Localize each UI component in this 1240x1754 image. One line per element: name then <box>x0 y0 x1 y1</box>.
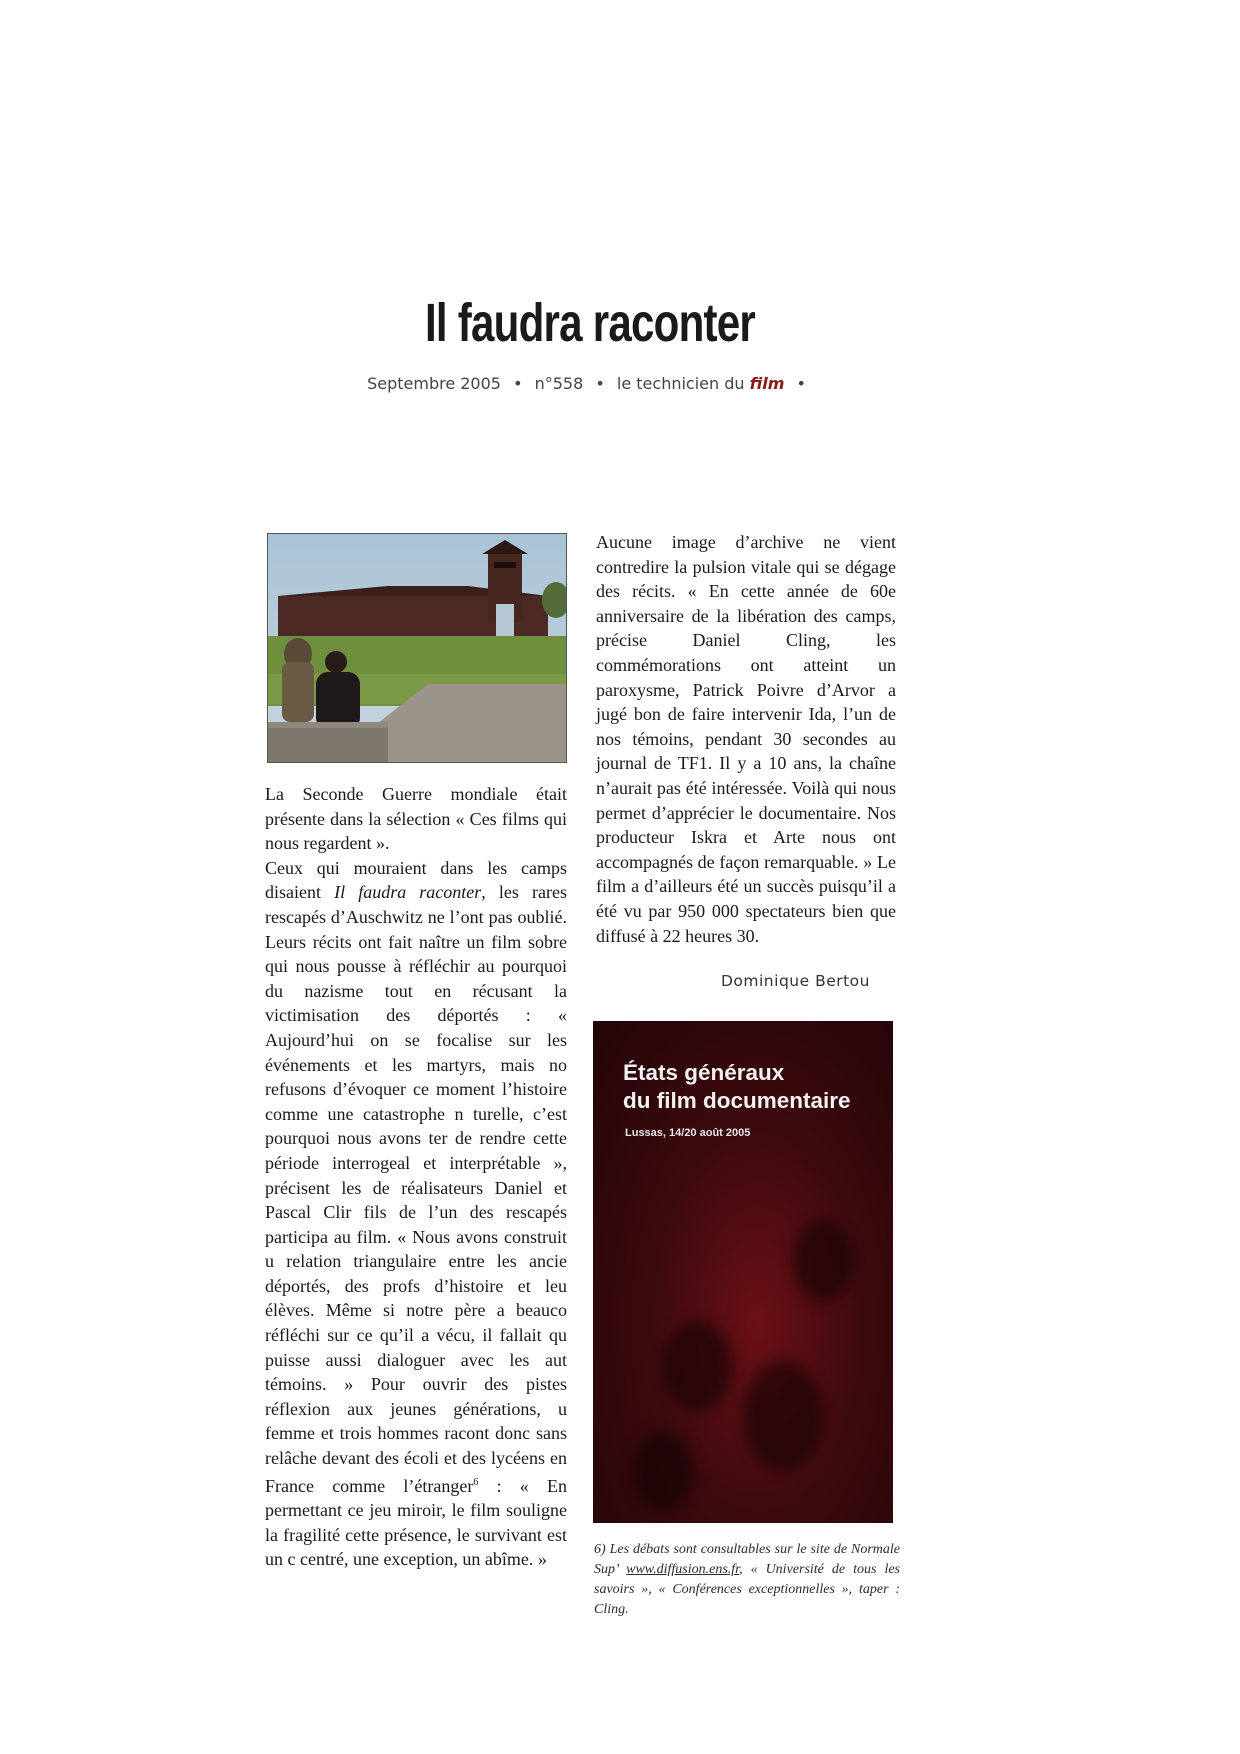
paragraph-body <box>265 856 567 1572</box>
poster-subtitle: Lussas, 14/20 août 2005 <box>625 1127 751 1139</box>
issue-date: Septembre 2005 <box>367 374 501 393</box>
footnote-prefix: 6) Les débats sont consultables sur le site de Normale Sup’ <box>594 1542 900 1577</box>
right-text-column <box>596 530 896 948</box>
article-photo <box>267 533 567 763</box>
film-title-italic: Il faudra raconter <box>334 882 482 903</box>
paragraph-intro: La Seconde Guerre mondiale était présente dans la sélection « Ces films qui nous regardent ». <box>265 784 567 854</box>
body-text-start: Ceux qui mouraient dans les camps disaient <box>265 857 567 903</box>
footnote-suffix: , « Université de tous les savoirs », « Conférences exceptionnelles », taper : Cling. <box>594 1562 900 1617</box>
body-text-middle: , les rares rescapés d’Auschwitz ne l’ont pas oublié. Leurs récits ont fait naître un film sobre qui nous pousse à réfléchir au pourquoi du nazisme tout en récusant la victimisation des déportés : « Aujourd’hui on se focalise sur les événements et les martyrs, mais no refusons d’évoquer ce moment l’histoire comme une catastrophe n turelle, c’est pourquoi nous avons ter de rendre cette période interrogeal et interprétable », précisent les de réalisateurs Daniel et Pascal Clir fils de l’un des rescapés participa au film. « Nous avons construit u relation triangulaire entre les ancie déportés, des profs d’histoire et leu élèves. Même si notre père a beauco réfléchi sur ce qu’il a vécu, il fallait qu puisse aussi dialoguer avec les aut témoins. » Pour ouvrir des pistes réflexion aux jeunes générations, u femme et trois hommes racont donc sans relâche devant des écoli et des lycéens en France comme l’étranger <box>265 882 567 1496</box>
publication-accent: film <box>749 374 785 393</box>
publication-name <box>617 374 784 393</box>
festival-poster <box>593 1021 893 1523</box>
issue-number: n°558 <box>534 374 584 393</box>
footnote <box>594 1540 900 1620</box>
publication-line <box>300 374 880 393</box>
poster-shadow-shape <box>793 1221 853 1301</box>
body-text-end: : « En permettant ce jeu miroir, le film souligne la fragilité cette présence, le survivant est un c centré, une exception, un abîme. » <box>265 1475 567 1570</box>
poster-shadow-shape <box>743 1361 823 1471</box>
separator-dot: • <box>513 374 523 393</box>
author-signature: Dominique Bertou <box>720 972 870 990</box>
poster-shadow-shape <box>663 1321 733 1411</box>
footnote-marker: 6 <box>473 1476 479 1488</box>
footnote-link[interactable]: www.diffusion.ens.fr <box>626 1562 740 1577</box>
publication-prefix: le technicien du <box>616 374 745 393</box>
poster-shadow-shape <box>633 1431 693 1511</box>
paragraph-right: Aucune image d’archive ne vient contredire la pulsion vitale qui se dégage des récits. « En cette année de 60e anniversaire de la libération des camps, précise Daniel Cling, les commémorations ont atteint un paroxysme, Patrick Poivre d’Arvor a jugé bon de faire intervenir Ida, l’un de nos témoins, pendant 30 secondes au journal de TF1. Il y a 10 ans, la chaîne n’aurait pas été intéressée. Voilà qui nous permet d’apprécier le documentaire. Nos producteur Iskra et Arte nous ont accompagnés de façon remarquable. » Le film a d’ailleurs été un succès puisqu’il a été vu par 950 000 spectateurs bien que diffusé à 22 heures 30. <box>596 532 896 946</box>
poster-title: États généraux du film documentaire <box>623 1060 851 1113</box>
article-title: Il faudra raconter <box>424 293 756 353</box>
left-text-column <box>265 782 567 1572</box>
separator-dot: • <box>595 374 605 393</box>
camp-photo-illustration <box>268 534 566 762</box>
separator-dot: • <box>796 374 806 393</box>
